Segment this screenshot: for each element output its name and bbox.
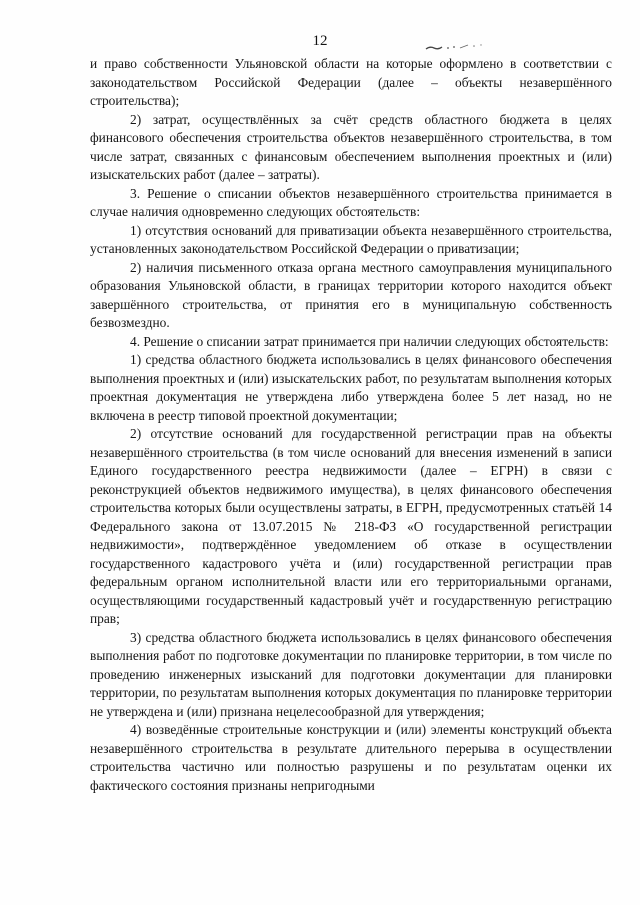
scan-artifact-mark [424,42,486,52]
paragraph: и право собственности Ульяновской области на которые оформлено в соответствии с законодательством Российской Федерации (далее – объекты незавершённого строительства); [90,56,612,108]
paragraph: 4) возведённые строительные конструкции и (или) элементы конструкций объекта незавершённого строительства в результате длительного перерыва в осуществлении строительства частично или полностью разрушены и по результатам оценки их фактического состояния признаны непригодными [90,722,612,793]
paragraph: 1) средства областного бюджета использовались в целях финансового обеспечения выполнения проектных и (или) изыскательских работ, по результатам выполнения которых проектная документация не утверждена либо утверждена более 5 лет назад, но не включена в реестр типовой проектной документации; [90,352,612,423]
paragraph: 3) средства областного бюджета использовались в целях финансового обеспечения выполнения работ по подготовке документации по планировке территории, в том числе по проведению инженерных изысканий для подготовки документации для планировки территории, по результатам выполнения которых документация по планировке территории не утверждена и (или) признана нецелесообразной для утверждения; [90,629,612,719]
paragraph: 2) отсутствие оснований для государственной регистрации прав на объекты незавершённого строительства (в том числе оснований для внесения изменений в записи Единого государственного реестра недвижимости (далее – ЕГРН) в связи с реконструкцией объектов недвижимого имущества), в целях финансового обеспечения строительства которых были осуществлены затраты, в ЕГРН, предусмотренных статьёй 14 Федерального закона от 13.07.2015 № 218-ФЗ «О государственной регистрации недвижимости», подтверждённое уведомлением об отказе в осуществлении государственного кадастрового учёта и (или) государственной регистрации прав федеральным органом исполнительной власти или его территориальными органами, осуществляющими государственный кадастровый учёт и государственную регистрацию прав; [90,426,612,626]
paragraph: 4. Решение о списании затрат принимается при наличии следующих обстоятельств: [130,333,609,349]
paragraph: 2) наличия письменного отказа органа местного самоуправления муниципального образования Ульяновской области, в границах территории которого находится объект завершённого строительства, от принятия его в муниципальную собственность безвозмездно. [90,259,612,330]
paragraph: 2) затрат, осуществлённых за счёт средств областного бюджета в целях финансового обеспечения строительства объектов незавершённого строительства, в том числе затрат, связанных с финансовым обеспечением выполнения проектных и (или) изыскательских работ (далее – затраты). [90,111,612,182]
paragraph: 1) отсутствия оснований для приватизации объекта незавершённого строительства, установленных законодательством Российской Федерации о приватизации; [90,222,612,256]
document-body [90,55,612,795]
paragraph: 3. Решение о списании объектов незавершённого строительства принимается в случае наличия одновременно следующих обстоятельств: [90,185,612,219]
page-number: 12 [312,33,328,49]
